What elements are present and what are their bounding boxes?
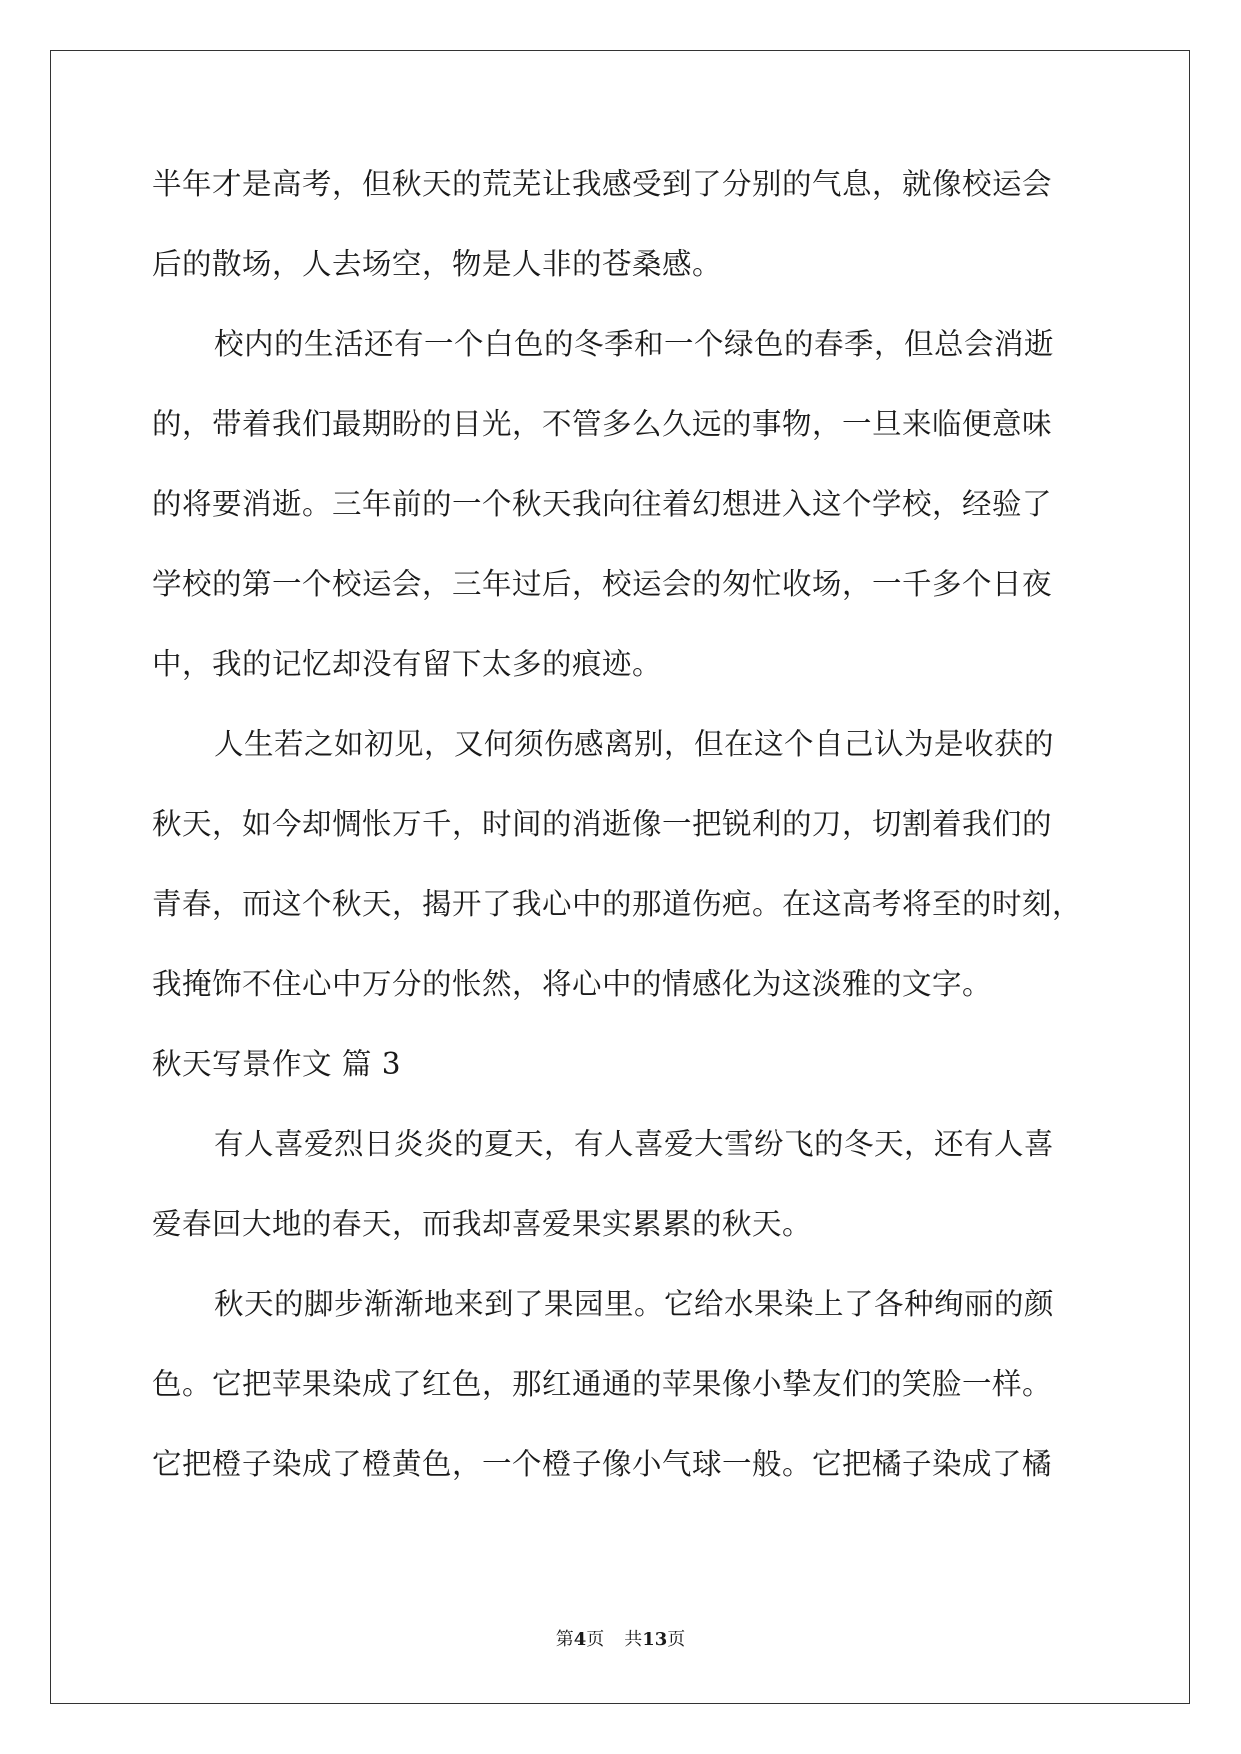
text-line: 秋天，如今却惆怅万千，时间的消逝像一把锐利的刀，切割着我们的	[152, 807, 1053, 841]
text-line: 中，我的记忆却没有留下太多的痕迹。	[152, 647, 663, 681]
page-footer	[0, 1628, 1241, 1652]
section-heading: 秋天写景作文 篇 3	[152, 1047, 402, 1081]
page-suffix: 页	[586, 1629, 605, 1650]
paragraph-start-line: 校内的生活还有一个白色的冬季和一个绿色的春季，但总会消逝	[214, 327, 1055, 361]
text-line: 它把橙子染成了橙黄色，一个橙子像小气球一般。它把橘子染成了橘	[152, 1447, 1053, 1481]
page-prefix: 第	[555, 1629, 574, 1650]
text-line: 青春，而这个秋天，揭开了我心中的那道伤疤。在这高考将至的时刻，	[152, 887, 1083, 921]
text-line: 的，带着我们最期盼的目光，不管多么久远的事物，一旦来临便意味	[152, 407, 1053, 441]
paragraph-start-line: 人生若之如初见，又何须伤感离别，但在这个自己认为是收获的	[214, 727, 1055, 761]
text-line: 我掩饰不住心中万分的怅然，将心中的情感化为这淡雅的文字。	[152, 967, 993, 1001]
total-suffix: 页	[667, 1629, 686, 1650]
paragraph-start-line: 有人喜爱烈日炎炎的夏天，有人喜爱大雪纷飞的冬天，还有人喜	[214, 1127, 1055, 1161]
text-line: 后的散场，人去场空，物是人非的苍桑感。	[152, 247, 723, 281]
text-line: 爱春回大地的春天，而我却喜爱果实累累的秋天。	[152, 1207, 813, 1241]
text-line: 学校的第一个校运会，三年过后，校运会的匆忙收场，一千多个日夜	[152, 567, 1053, 601]
paragraph-start-line: 秋天的脚步渐渐地来到了果园里。它给水果染上了各种绚丽的颜	[214, 1287, 1055, 1321]
total-page-count: 13	[642, 1629, 668, 1650]
text-line: 半年才是高考，但秋天的荒芜让我感受到了分别的气息，就像校运会	[152, 167, 1053, 201]
document-body	[152, 160, 1092, 1520]
current-page-number: 4	[573, 1629, 587, 1650]
text-line: 色。它把苹果染成了红色，那红通通的苹果像小挚友们的笑脸一样。	[152, 1367, 1053, 1401]
text-line: 的将要消逝。三年前的一个秋天我向往着幻想进入这个学校，经验了	[152, 487, 1053, 521]
total-prefix: 共	[624, 1629, 643, 1650]
